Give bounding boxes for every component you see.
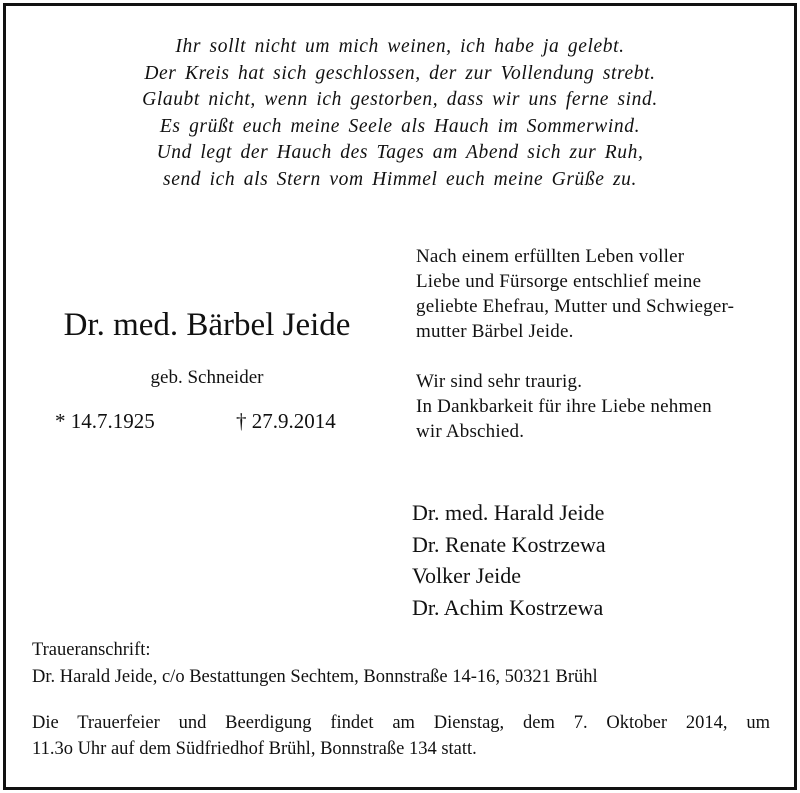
service-line: Die Trauerfeier und Beerdigung findet am Dienstag, dem 7. Oktober 2014, um	[32, 713, 770, 733]
message-line: mutter Bärbel Jeide.	[416, 321, 574, 342]
poem	[0, 34, 800, 194]
funeral-service-info	[32, 710, 770, 762]
paragraph-gap	[416, 344, 761, 369]
message-line: In Dankbarkeit für ihre Liebe nehmen	[416, 396, 712, 417]
message-line: wir Abschied.	[416, 421, 525, 442]
address-value: Dr. Harald Jeide, c/o Bestattungen Sechtem, Bonnstraße 14-16, 50321 Brühl	[32, 667, 598, 687]
poem-line: Es grüßt euch meine Seele als Hauch im Sommerwind.	[159, 115, 641, 137]
signer-name: Volker Jeide	[412, 563, 521, 588]
poem-line: Glaubt nicht, wenn ich gestorben, dass wir uns ferne sind.	[142, 89, 658, 111]
message-line: Nach einem erfüllten Leben voller	[416, 246, 685, 267]
signer-name: Dr. med. Harald Jeide	[412, 500, 605, 525]
birth-date: * 14.7.1925	[55, 409, 155, 433]
family-message	[416, 244, 761, 444]
poem-line: send ich als Stern vom Himmel euch meine Grüße zu.	[163, 168, 637, 190]
signer-name: Dr. Renate Kostrzewa	[412, 531, 606, 557]
deceased-name: Dr. med. Bärbel Jeide	[63, 307, 351, 343]
maiden-name: geb. Schneider	[150, 367, 264, 388]
signer-name: Dr. Achim Kostrzewa	[412, 594, 604, 620]
mourning-address	[32, 637, 598, 691]
service-line: 11.3o Uhr auf dem Südfriedhof Brühl, Bonnstraße 134 statt.	[32, 739, 477, 759]
signers-list	[412, 497, 606, 623]
address-label: Traueranschrift:	[32, 640, 151, 660]
death-date: † 27.9.2014	[236, 409, 336, 433]
message-line: Wir sind sehr traurig.	[416, 371, 583, 392]
poem-line: Ihr sollt nicht um mich weinen, ich habe ja gelebt.	[175, 36, 625, 57]
poem-line: Und legt der Hauch des Tages am Abend sich zur Ruh,	[156, 142, 644, 164]
poem-line: Der Kreis hat sich geschlossen, der zur Vollendung strebt.	[144, 62, 656, 84]
message-line: Liebe und Fürsorge entschlief meine	[416, 271, 702, 292]
message-line: geliebte Ehefrau, Mutter und Schwieger-	[416, 296, 735, 317]
